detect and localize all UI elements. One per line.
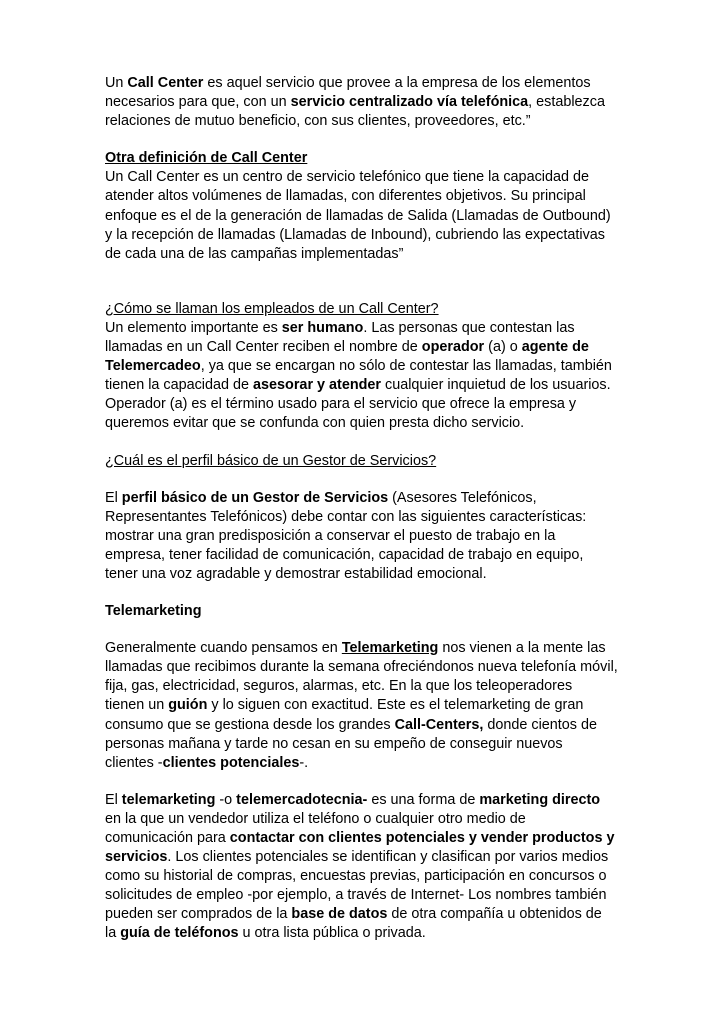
text-line — [105, 639, 628, 658]
bold-text: telemarketing — [121, 791, 216, 808]
text-run: Un elemento importante es — [105, 319, 282, 336]
text-line — [105, 187, 628, 206]
text-run: . Los clientes potenciales se identifican y clasifican por varios medios — [167, 849, 609, 866]
text-run: pueden ser comprados de la — [105, 906, 292, 923]
paragraph-profile — [105, 489, 628, 584]
bold-text: agente de — [521, 339, 589, 356]
bold-text: ser humano — [281, 319, 364, 336]
text-run: solicitudes de empleo -por ejemplo, a través de Internet- Los nombres también — [105, 887, 607, 904]
text-line — [105, 658, 628, 677]
bold-text: servicios — [105, 849, 168, 866]
text-run: es una forma de — [367, 791, 480, 808]
text-line — [105, 886, 628, 905]
text-run: u otra lista pública o privada. — [238, 925, 426, 942]
text-line — [105, 546, 628, 565]
text-run: enfoque es el de la generación de llamadas de Salida (Llamadas de Outbound) — [105, 207, 611, 224]
text-run: comunicación para — [105, 830, 230, 846]
text-run: atender altos volúmenes de llamadas, con diferentes objetivos. Su principal — [105, 188, 586, 205]
text-run: empresa, tener facilidad de comunicación, capacidad de trabajo en equipo, — [105, 546, 584, 563]
text-line — [105, 168, 628, 187]
bold-text: Telemarketing — [341, 640, 439, 657]
paragraph-telemarketing-definition — [105, 791, 628, 944]
bold-text: perfil básico de un Gestor de Servicios — [121, 489, 389, 506]
text-line — [105, 867, 628, 886]
text-line — [105, 93, 628, 112]
bold-text: guión — [168, 697, 208, 714]
bold-text: Call-Centers, — [394, 716, 484, 733]
text-run: fija, gas, electricidad, seguros, alarmas, etc. En la que los teleoperadores — [105, 678, 573, 695]
bold-text: contactar con clientes potenciales y vender productos y — [229, 830, 615, 846]
text-run: la — [105, 925, 121, 942]
bold-text: operador — [421, 339, 485, 356]
text-line — [105, 848, 628, 867]
text-line — [105, 452, 628, 471]
text-run: queremos evitar que se confunda con quien presta dicho servicio. — [105, 415, 525, 432]
text-line — [105, 357, 628, 376]
text-run: cualquier inquietud de los usuarios. — [381, 377, 611, 394]
text-line — [105, 338, 628, 357]
text-run: Un Call Center es un centro de servicio telefónico que tiene la capacidad de — [105, 169, 589, 186]
paragraph-employees — [105, 300, 628, 434]
text-run: clientes - — [105, 754, 163, 771]
bold-text: guía de teléfonos — [120, 925, 239, 942]
text-line — [105, 74, 628, 93]
text-line — [105, 677, 628, 696]
text-line — [105, 395, 628, 414]
text-line — [105, 245, 628, 264]
text-run: Operador (a) es el término usado para el servicio que ofrece la empresa y — [105, 396, 577, 413]
text-line — [105, 924, 628, 943]
text-run: de otra compañía u obtenidos de — [387, 906, 602, 923]
bold-text: marketing directo — [479, 791, 601, 808]
text-run: (Asesores Telefónicos, — [388, 489, 537, 506]
text-run: Un — [105, 75, 128, 91]
text-run: donde cientos de — [483, 716, 598, 733]
text-run: Representantes Telefónicos) debe contar con las siguientes características: — [105, 508, 587, 525]
text-run: llamadas en un Call Center reciben el nombre de — [105, 339, 422, 356]
text-line — [105, 300, 628, 319]
text-run: y lo siguen con exactitud. Este es el telemarketing de gran — [207, 697, 584, 714]
text-run: . Las personas que contestan las — [363, 319, 575, 336]
text-line — [105, 527, 628, 546]
text-run: personas mañana y tarde no cesan en su empeño de conseguir nuevos — [105, 735, 563, 752]
text-line — [105, 149, 628, 168]
bold-text: clientes potenciales — [162, 754, 300, 771]
text-run: tienen un — [105, 697, 169, 714]
text-line — [105, 735, 628, 754]
spacer — [105, 264, 628, 300]
paragraph-other-definition — [105, 149, 628, 264]
text-line — [105, 905, 628, 924]
text-line — [105, 791, 628, 810]
text-run: , establezca — [528, 94, 605, 111]
bold-text: Telemarketing — [105, 603, 202, 620]
paragraph-telemarketing-general — [105, 639, 628, 773]
heading-telemarketing — [105, 602, 628, 621]
text-run: , ya que se encargan no sólo de contestar las llamadas, también — [200, 358, 612, 375]
bold-text: Telemercadeo — [105, 358, 201, 375]
text-line — [105, 810, 628, 829]
text-run: El — [105, 791, 122, 808]
text-run: necesarios para que, con un — [105, 94, 291, 111]
text-line — [105, 602, 628, 621]
text-line — [105, 414, 628, 433]
bold-text: Call Center — [127, 75, 204, 91]
text-run: tienen la capacidad de — [105, 377, 254, 394]
text-line — [105, 207, 628, 226]
bold-text: base de datos — [291, 906, 388, 923]
heading-profile — [105, 452, 628, 471]
text-run: llamadas que recibimos durante la semana ofreciéndonos nueva telefonía móvil, — [105, 659, 618, 676]
text-run: como su historial de compras, encuestas previas, participación en concursos o — [105, 868, 607, 885]
text-run: nos vienen a la mente las — [438, 640, 606, 657]
text-line — [105, 112, 628, 131]
bold-text: telemercadotecnia- — [236, 791, 368, 808]
text-run: y la recepción de llamadas (Llamadas de Inbound), cubriendo las expectativas — [105, 226, 605, 243]
bold-text: asesorar y atender — [253, 377, 382, 394]
text-run: Generalmente cuando pensamos en — [105, 640, 342, 657]
text-run: -. — [299, 754, 309, 771]
text-run: consumo que se gestiona desde los grandes — [105, 716, 395, 733]
text-line — [105, 565, 628, 584]
text-line — [105, 754, 628, 773]
bold-text: Otra definición de Call Center — [105, 150, 308, 167]
text-line — [105, 489, 628, 508]
text-run: El — [105, 489, 122, 506]
text-run: mostrar una gran predisposición a conservar el puesto de trabajo en la — [105, 527, 556, 544]
text-run: de cada una de las campañas implementadas” — [105, 245, 404, 262]
text-run: en la que un vendedor utiliza el teléfono o cualquier otro medio de — [105, 810, 526, 827]
text-run: (a) o — [484, 339, 522, 356]
text-run: ¿Cuál es el perfil básico de un Gestor de Servicios? — [105, 452, 437, 469]
text-line — [105, 376, 628, 395]
text-line — [105, 319, 628, 338]
bold-text: servicio centralizado vía telefónica — [290, 94, 529, 111]
text-line — [105, 829, 628, 848]
text-line — [105, 696, 628, 715]
text-run: -o — [215, 791, 237, 808]
text-run: ¿Cómo se llaman los empleados de un Call Center? — [105, 300, 439, 317]
text-run: tener una voz agradable y demostrar estabilidad emocional. — [105, 565, 487, 582]
text-run: es aquel servicio que provee a la empresa de los elementos — [203, 75, 591, 91]
text-run: relaciones de mutuo beneficio, con sus clientes, proveedores, etc.” — [105, 113, 531, 130]
text-line — [105, 716, 628, 735]
paragraph-definition — [105, 74, 628, 131]
text-line — [105, 508, 628, 527]
text-line — [105, 226, 628, 245]
